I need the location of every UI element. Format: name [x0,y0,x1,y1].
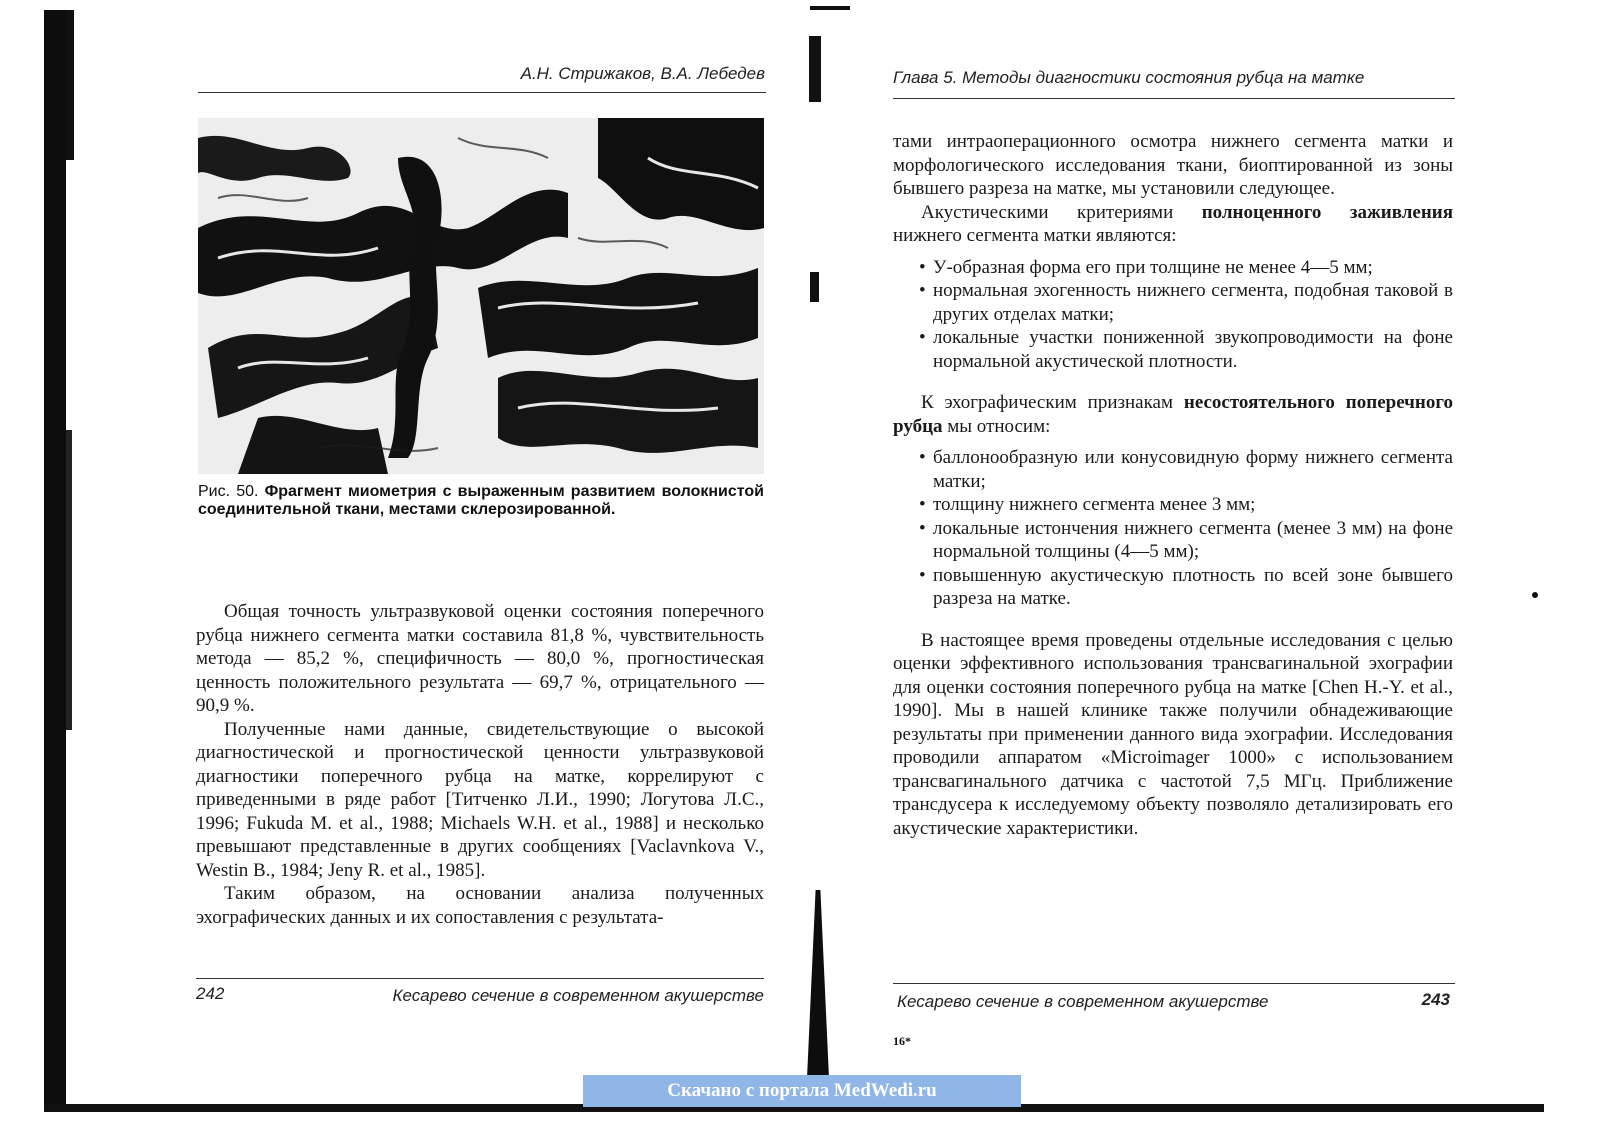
right-header-rule [893,98,1455,99]
left-header-rule [198,92,766,93]
list-item: • повышенную акустическую плотность по всей зоне бывшего разреза на матке. [933,564,1453,611]
signs-list [893,446,1453,611]
gutter-shadow [806,890,830,1100]
scan-left-edge-notch [66,10,74,160]
right-page-number: 243 [1421,990,1450,1009]
right-paragraph-transvaginal: В настоящее время проведены отдельные исследования с целью оценки эффективного использования трансвагинальной эхографии для оценки состояния поперечного рубца на матке [Chen H.-Y. et al., 1990]. Мы в нашей клинике также получили обнадеживающие результаты при применении данного вида эхографии. Исследования проводили аппаратом «Microimager 1000» с использованием трансвагинального датчика с частотой 7,5 МГц. Приближение трансдусера к исследуемому объекту позволяло детализировать его акустические характеристики. [893,629,1453,839]
scan-left-edge-notch [66,430,72,730]
right-paragraph-criteria: Акустическими критериями полноценного заживления нижнего сегмента матки являются: [893,201,1453,246]
scan-left-edge [44,10,66,1110]
watermark-banner: Скачано с портала MedWedi.ru [583,1075,1021,1107]
left-footer-rule [196,978,764,979]
gutter-mark [810,6,850,10]
criteria-list [893,256,1453,374]
left-paragraph: Общая точность ультразвуковой оценки состояния поперечного рубца нижнего сегмента матки составила 81,8 %, чувствительность метода — 85,2 %, специфичность — 80,0 %, прогностическая ценность положительного результата — 69,7 %, отрицательного — 90,9 %. [196,601,764,716]
figure-number: Рис. 50. [198,483,259,500]
stray-dot [1532,592,1538,598]
left-body-text [196,600,764,929]
right-footer-rule [893,983,1455,984]
micrograph-figure [198,118,764,474]
left-paragraph: Полученные нами данные, свидетельствующие о высокой диагностической и прогностической ценности ультразвуковой диагностики поперечного рубца на матке, коррелируют с приведенными в ряде работ [Титченко Л.И., 1990; Логутова Л.С., 1996; Fukuda M. et al., 1988; Michaels W.H. et al., 1988] и несколько превышают представленные в других сообщениях [Vaclavnkova V., Westin B., 1984; Jeny R. et al., 1985]. [196,718,764,881]
bold-term: несостоятельного поперечного рубца [893,392,1453,437]
list-item: • локальные участки пониженной звукопроводимости на фоне нормальной акустической плотности. [933,326,1453,373]
signature-mark: 16* [893,1034,911,1048]
list-item: • локальные истончения нижнего сегмента (менее 3 мм) на фоне нормальной толщины (4—5 мм); [933,517,1453,564]
left-paragraph: Таким образом, на основании анализа полученных эхографических данных и их сопоставления с результата- [196,883,764,928]
right-running-head: Глава 5. Методы диагностики состояния рубца на матке [893,68,1365,87]
gutter-shadow [809,36,821,102]
gutter-shadow [810,272,819,302]
list-item: • баллонообразную или конусовидную форму нижнего сегмента матки; [933,446,1453,493]
right-paragraph-signs: К эхографическим признакам несостоятельного поперечного рубца мы относим: [893,392,1453,437]
figure-caption [198,483,764,519]
right-paragraph-continued: тами интраоперационного осмотра нижнего сегмента матки и морфологического исследования ткани, биоптированной из зоны бывшего разреза на матке, мы установили следующее. [893,131,1453,199]
bold-term: полноценного заживления [1201,201,1453,223]
figure-caption-text: Фрагмент миометрия с выраженным развитием волокнистой соединительной ткани, местами склерозированной. [198,483,764,518]
left-running-head: А.Н. Стрижаков, В.А. Лебедев [520,64,765,83]
right-body-text [893,130,1453,840]
list-item: • толщину нижнего сегмента менее 3 мм; [933,493,1453,517]
left-page-number: 242 [196,984,225,1003]
micrograph-image [198,118,764,474]
left-footer-title: Кесарево сечение в современном акушерстве [392,986,764,1005]
list-item: • нормальная эхогенность нижнего сегмента, подобная таковой в других отделах матки; [933,279,1453,326]
list-item: • У-образная форма его при толщине не менее 4—5 мм; [933,256,1453,280]
right-footer-title: Кесарево сечение в современном акушерстве [897,992,1269,1011]
